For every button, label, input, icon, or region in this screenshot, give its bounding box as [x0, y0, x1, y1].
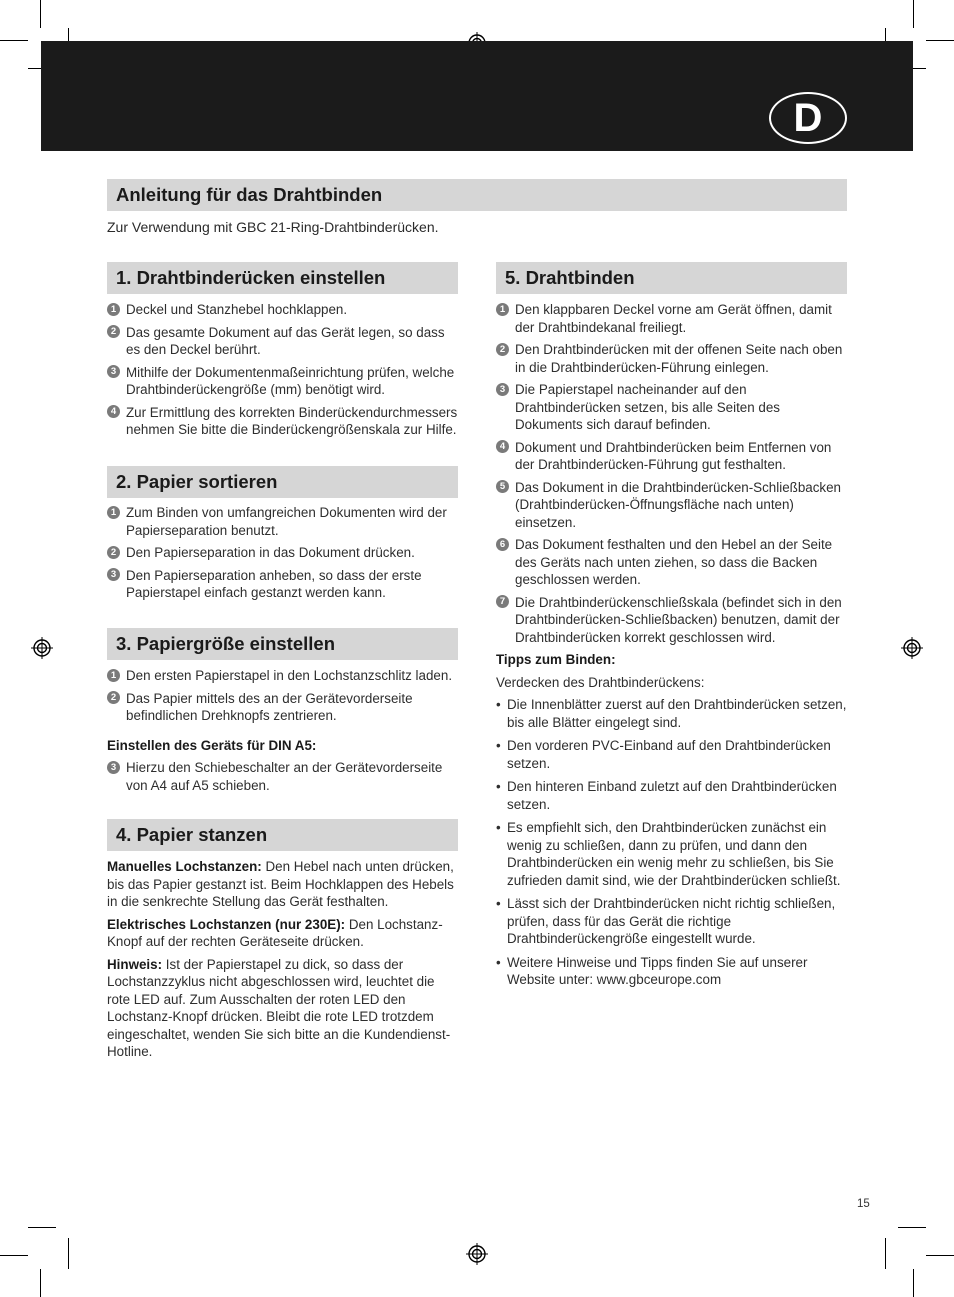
tips-heading: Tipps zum Binden: [496, 652, 616, 667]
section-body-3 [107, 667, 459, 799]
step-number: 6 [496, 538, 509, 551]
note-paragraph [107, 956, 459, 1061]
crop-mark [913, 1269, 914, 1297]
step-text: Die Papierstapel nacheinander auf den Drahtbinderücken setzen, bis alle Seiten des Dokuments sich darauf befinden. [515, 382, 780, 432]
step-number: 2 [107, 691, 120, 704]
step-text: Das gesamte Dokument auf das Gerät legen, so dass es den Deckel berührt. [126, 324, 445, 357]
list-item [496, 301, 848, 336]
tips-list [496, 696, 848, 989]
page-number: 15 [857, 1198, 870, 1210]
electric-punching-label: Elektrisches Lochstanzen (nur 230E): [107, 916, 346, 932]
list-item [107, 364, 459, 399]
step-number: 1 [496, 303, 509, 316]
tips-intro: Verdecken des Drahtbinderückens: [496, 674, 705, 690]
list-item [496, 439, 848, 474]
step-number: 4 [107, 405, 120, 418]
step-number: 5 [496, 480, 509, 493]
step-number: 7 [496, 595, 509, 608]
list-item: • Die Innenblätter zuerst auf den Drahtbinderücken setzen, bis alle Blätter eingelegt sind. [496, 696, 848, 731]
crop-mark [40, 1269, 41, 1297]
step-number: 2 [107, 546, 120, 559]
step-number: 1 [107, 506, 120, 519]
list-item [107, 404, 459, 439]
list-item: • Es empfiehlt sich, den Drahtbinderücken zunächst ein wenig zu schließen, dann zu prüfen, und dann den Drahtbinderücken ein wenig mehr zu schließen, bis Sie zufrieden damit sind, wie der Drahtbinderücken schließt. [496, 819, 848, 889]
crop-mark [898, 1227, 926, 1228]
crop-mark [885, 1238, 886, 1269]
list-item [496, 479, 848, 532]
section-body-4 [107, 858, 459, 1066]
crop-mark [926, 40, 954, 41]
electric-punching-text: Den Lochstanz-Knopf auf der rechten Geräteseite drücken. [107, 916, 443, 949]
step-text: Den Papierseparation in das Dokument drücken. [126, 545, 415, 560]
list-item [496, 594, 848, 647]
step-text: Das Dokument festhalten und den Hebel an der Seite des Geräts nach unten ziehen, so dass die Backen geschlossen werden. [515, 537, 833, 587]
manual-punching-text: Den Hebel nach unten drücken, bis das Papier gestanzt ist. Beim Hochklappen des Hebels in die senkrechte Stellung das Gerät festhalten. [107, 859, 454, 909]
step-number: 1 [107, 669, 120, 682]
section-body-5 [496, 301, 848, 995]
step-number: 4 [496, 440, 509, 453]
section-heading-1: 1. Drahtbinderücken einstellen [107, 262, 458, 294]
list-item [496, 536, 848, 589]
section-body-1 [107, 301, 459, 444]
section-heading-5: 5. Drahtbinden [496, 262, 847, 294]
list-item: • Den hinteren Einband zuletzt auf den Drahtbinderücken setzen. [496, 778, 848, 813]
list-item: • Lässt sich der Drahtbinderücken nicht richtig schließen, prüfen, dass für das Gerät die richtige Drahtbinderückengröße eingestellt wurde. [496, 895, 848, 948]
crop-mark [926, 1255, 954, 1256]
registration-mark-icon [31, 637, 53, 659]
step-number: 2 [107, 325, 120, 338]
crop-mark [0, 40, 28, 41]
step-number: 1 [107, 303, 120, 316]
list-item [107, 567, 459, 602]
step-text: Den Papierseparation anheben, so dass der erste Papierstapel einfach gestanzt werden kann. [126, 567, 422, 600]
section-heading-4: 4. Papier stanzen [107, 819, 458, 851]
list-item: • Weitere Hinweise und Tipps finden Sie auf unserer Website unter: www.gbceurope.com [496, 954, 848, 989]
page-title: Anleitung für das Drahtbinden [107, 179, 847, 211]
step-text: Dokument und Drahtbinderücken beim Entfernen von der Drahtbinderücken-Führung gut festhalten. [515, 439, 832, 472]
list-item [107, 690, 459, 725]
step-text: Deckel und Stanzhebel hochklappen. [126, 302, 348, 317]
section-heading-2: 2. Papier sortieren [107, 466, 458, 498]
step-text: Zum Binden von umfangreichen Dokumenten wird der Papierseparation benutzt. [126, 505, 447, 538]
manual-punching-label: Manuelles Lochstanzen: [107, 859, 262, 874]
crop-mark [40, 0, 41, 28]
step-number: 3 [107, 568, 120, 581]
list-item [107, 759, 459, 794]
note-text: Ist der Papierstapel zu dick, so dass der Lochstanzzyklus nicht abgeschlossen wird, leuchtet die rote LED auf. Zum Ausschalten der roten LED den Lochstanz-Knopf drücken. Bleibt die rote LED trotzdem eingeschaltet, wenden Sie sich bitte an die Kundendienst-Hotline. [107, 956, 451, 1059]
step-text: Zur Ermittlung des korrekten Binderückendurchmessers nehmen Sie bitte die Binderückengrößenskala zur Hilfe. [126, 404, 458, 437]
note-label: Hinweis: [107, 956, 163, 972]
section-heading-3: 3. Papiergröße einstellen [107, 628, 458, 660]
crop-mark [0, 1255, 28, 1256]
steps-list [107, 301, 459, 439]
list-item [107, 544, 459, 562]
registration-mark-icon [901, 637, 923, 659]
steps-list [496, 301, 848, 646]
step-number: 3 [107, 365, 120, 378]
crop-mark [28, 1227, 56, 1228]
step-text: Das Dokument in die Drahtbinderücken-Schließbacken (Drahtbinderücken-Öffnungsfläche nach unten) einsetzen. [515, 479, 842, 530]
crop-mark [913, 0, 914, 28]
list-item [107, 504, 459, 539]
section-body-2 [107, 504, 459, 607]
step-text: Die Drahtbinderückenschließskala (befindet sich in den Drahtbinderücken-Schließbacken) benutzen, damit der Drahtbinderücken korrekt geschlossen wird. [515, 594, 842, 645]
registration-mark-icon [466, 1243, 488, 1265]
steps-list [107, 667, 459, 725]
manual-punching-paragraph [107, 858, 459, 911]
list-item [496, 341, 848, 376]
step-number: 2 [496, 343, 509, 356]
crop-mark [68, 1238, 69, 1269]
step-text: Das Papier mittels des an der Gerätevorderseite befindlichen Drehknopfs zentrieren. [126, 690, 413, 723]
steps-list [107, 759, 459, 794]
a5-heading: Einstellen des Geräts für DIN A5: [107, 737, 317, 753]
country-badge: D [769, 92, 847, 144]
page-subtitle: Zur Verwendung mit GBC 21-Ring-Drahtbinderücken. [107, 219, 439, 235]
step-text: Den klappbaren Deckel vorne am Gerät öffnen, damit der Drahtbindekanal freiliegt. [515, 302, 832, 335]
step-text: Mithilfe der Dokumentenmaßeinrichtung prüfen, welche Drahtbinderückengröße (mm) benötigt wird. [126, 364, 455, 397]
steps-list [107, 504, 459, 602]
list-item [107, 667, 459, 685]
list-item [496, 381, 848, 434]
step-number: 3 [496, 383, 509, 396]
step-text: Den ersten Papierstapel in den Lochstanzschlitz laden. [126, 668, 453, 683]
list-item [107, 301, 459, 319]
list-item [107, 324, 459, 359]
electric-punching-paragraph [107, 916, 459, 951]
step-text: Hierzu den Schiebeschalter an der Gerätevorderseite von A4 auf A5 schieben. [126, 760, 443, 793]
step-text: Den Drahtbinderücken mit der offenen Seite nach oben in die Drahtbinderücken-Führung einlegen. [515, 342, 843, 375]
list-item: • Den vorderen PVC-Einband auf den Drahtbinderücken setzen. [496, 737, 848, 772]
step-number: 3 [107, 761, 120, 774]
